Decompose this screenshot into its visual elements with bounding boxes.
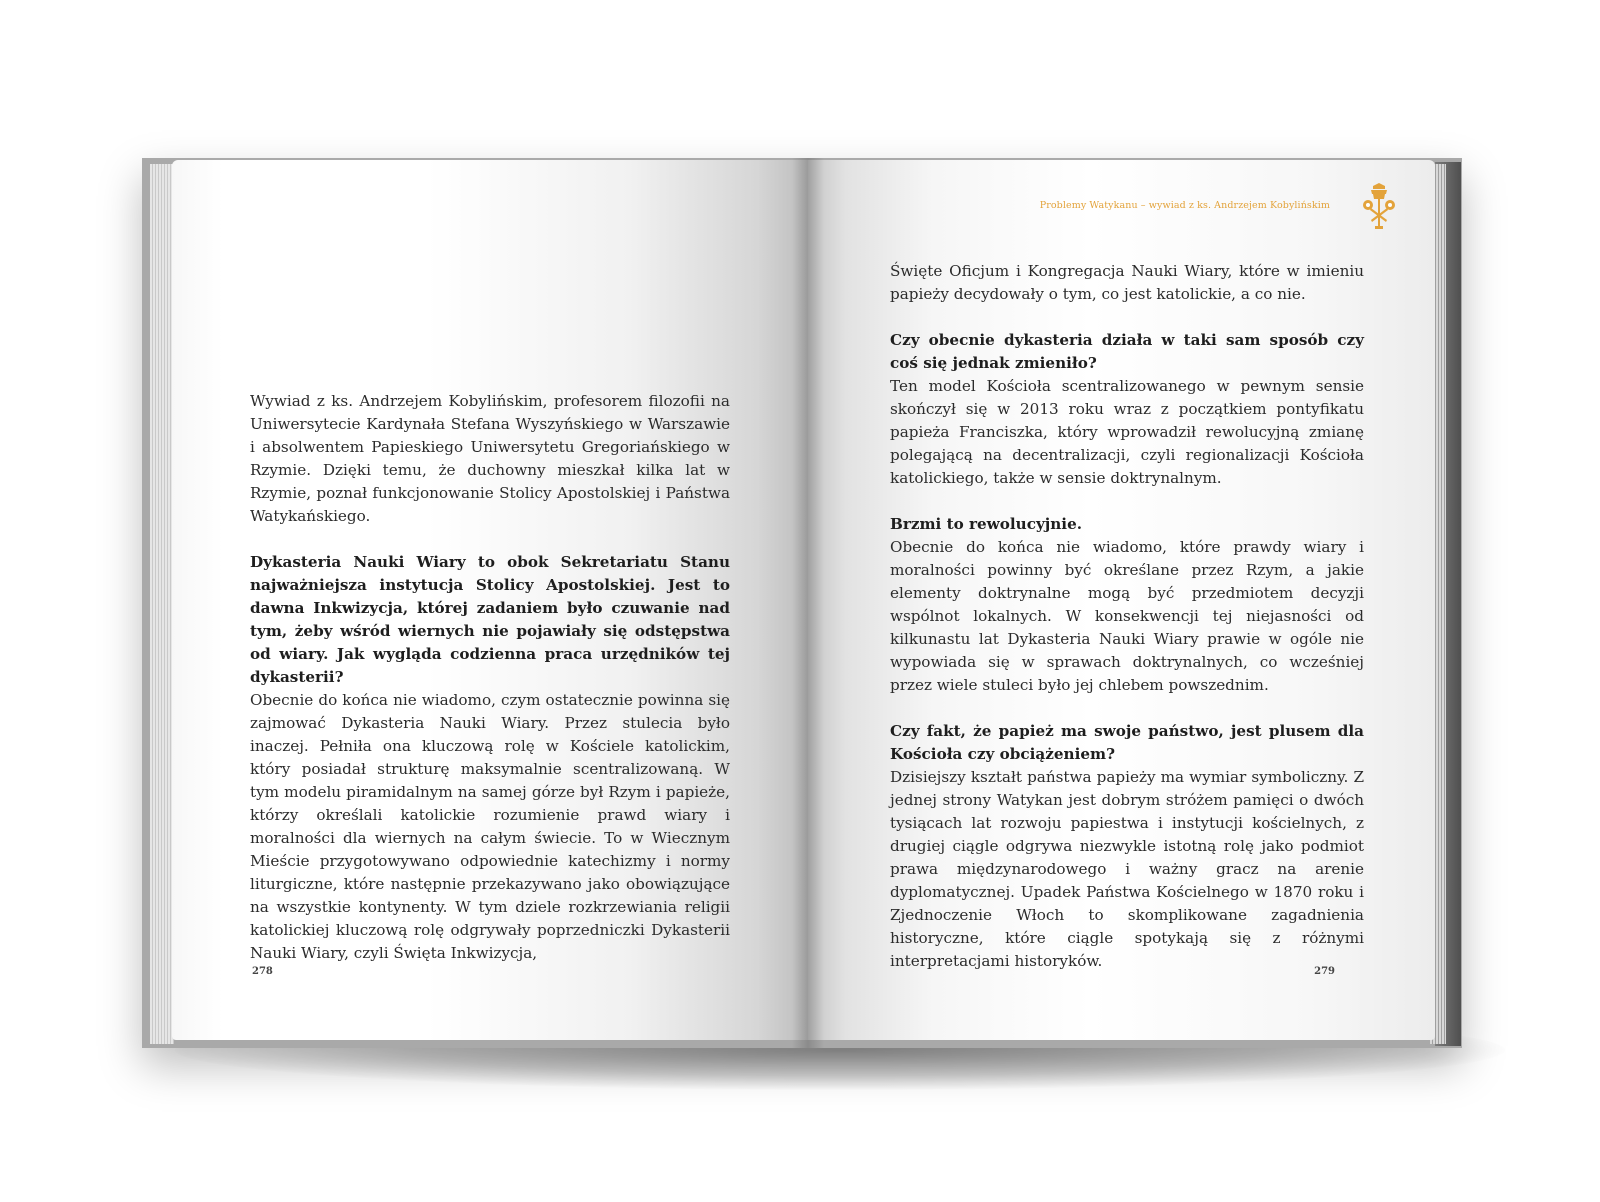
- page-number-left: 278: [252, 966, 273, 977]
- qa-block-1: [250, 551, 730, 965]
- right-page-body: [890, 260, 1364, 973]
- qa-block-2: [890, 329, 1364, 490]
- continuation-paragraph: Święte Oficjum i Kongregacja Nauki Wiary, które w imieniu papieży decydowały o tym, co jest katolickie, a co nie.: [890, 262, 1364, 303]
- question-text: Czy fakt, że papież ma swoje państwo, jest plusem dla Kościoła czy obciążeniem?: [890, 722, 1364, 763]
- qa-block-4: [890, 720, 1364, 973]
- left-page-stack: [150, 164, 174, 1044]
- answer-text: Dzisiejszy kształt państwa papieży ma wymiar symboliczny. Z jednej strony Watykan jest dobrym stróżem pamięci o dwóch tysiącach lat rozwoju papiestwa i instytucji kościelnych, z drugiej ciągle odgrywa niezwykle istotną rolę jako podmiot prawa międzynarodowego i ważny gracz na arenie dyplomatycznej. Upadek Państwa Kościelnego w 1870 roku i Zjednoczenie Włoch to skomplikowane zagadnienia historyczne, które ciągle spotykają się z różnymi interpretacjami historyków.: [890, 768, 1364, 970]
- book-spine: [792, 158, 824, 1048]
- intro-paragraph: Wywiad z ks. Andrzejem Kobylińskim, profesorem filozofii na Uniwersytecie Kardynała Stefana Wyszyńskiego w Warszawie i absolwentem Papieskiego Uniwersytetu Gregoriańskiego w Rzymie. Dzięki temu, że duchowny mieszkał kilka lat w Rzymie, poznał funkcjonowanie Stolicy Apostolskiej i Państwa Watykańskiego.: [250, 392, 730, 525]
- question-text: Czy obecnie dykasteria działa w taki sam sposób czy coś się jednak zmieniło?: [890, 331, 1364, 372]
- qa-block-3: [890, 513, 1364, 697]
- question-text: Brzmi to rewolucyjnie.: [890, 515, 1083, 533]
- question-text: Dykasteria Nauki Wiary to obok Sekretariatu Stanu najważniejsza instytucja Stolicy Apostolskiej. Jest to dawna Inkwizycja, której zadaniem było czuwanie nad tym, żeby wśród wiernych nie pojawiały się odstępstwa od wiary. Jak wygląda codzienna praca urzędników tej dykasterii?: [250, 553, 730, 686]
- page-number-right: 279: [1314, 966, 1335, 977]
- answer-text: Obecnie do końca nie wiadomo, które prawdy wiary i moralności powinny być określane przez Rzym, a jakie elementy doktrynalne mogą być przedmiotem decyzji wspólnot lokalnych. W konsekwencji tej niejasności od kilkunastu lat Dykasteria Nauki Wiary prawie w ogóle nie wypowiada się w sprawach doktrynalnych, co wcześniej przez wiele stuleci było jej chlebem powszednim.: [890, 538, 1364, 694]
- left-page-body: [250, 390, 730, 965]
- answer-text: Obecnie do końca nie wiadomo, czym ostatecznie powinna się zajmować Dykasteria Nauki Wiary. Przez stulecia było inaczej. Pełniła ona kluczową rolę w Kościele katolickim, który posiadał strukturę maksymalnie scentralizowaną. W tym modelu piramidalnym na samej górze był Rzym i papieże, którzy określali katolickie rozumienie prawd wiary i moralności dla wiernych na całym świecie. To w Wiecznym Mieście przygotowywano odpowiednie katechizmy i normy liturgiczne, które następnie przekazywano jako obowiązujące na wszystkie kontynenty. W tym dziele rozkrzewiania religii katolickiej kluczową rolę odgrywały poprzedniczki Dykasterii Nauki Wiary, czyli Święta Inkwizycja,: [250, 691, 730, 962]
- answer-text: Ten model Kościoła scentralizowanego w pewnym sensie skończył się w 2013 roku wraz z początkiem pontyfikatu papieża Franciszka, który wprowadził rewolucyjną zmianę polegającą na decentralizacji, czyli regionalizacji Kościoła katolickiego, także w sensie doktrynalnym.: [890, 377, 1364, 487]
- right-page: [808, 160, 1435, 1040]
- papal-keys-icon: [1359, 182, 1399, 232]
- left-page: [172, 160, 808, 1040]
- running-header: Problemy Watykanu – wywiad z ks. Andrzejem Kobylińskim: [1039, 200, 1330, 211]
